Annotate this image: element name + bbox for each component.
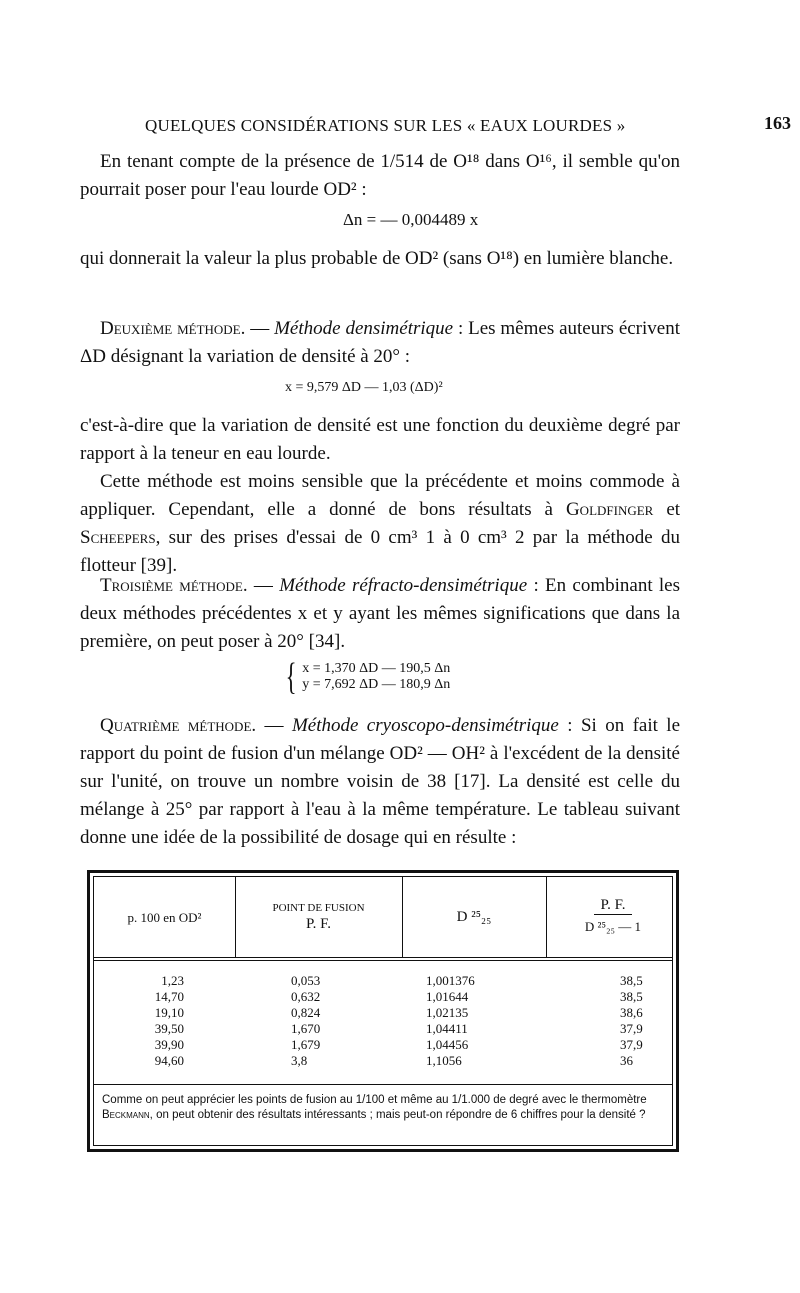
method-2-conclusion: c'est-à-dire que la variation de densité est une fonction du deuxième degré par rapport à la teneur en eau lourde. — [80, 415, 680, 464]
header-melting-point — [235, 902, 402, 933]
table-note-text: Comme on peut apprécier les points de fusion au 1/100 et même au 1/1.000 de degré avec le thermomètre — [102, 1094, 647, 1106]
formula-lines — [302, 661, 450, 693]
header-melting-point-label: POINT DE FUSION — [272, 902, 365, 914]
cell: 1,670 — [291, 1021, 321, 1036]
method-3-text: : En combinant les deux méthodes précédentes x et y ayant les mêmes significations que dans la première, on peut poser à 20° [34]. — [80, 575, 681, 652]
cell: 39,50 — [154, 1021, 184, 1036]
column-percent-od2 — [124, 973, 184, 1069]
table-inner — [93, 876, 673, 1146]
author-goldfinger: Goldfinger — [565, 499, 654, 520]
author-beckmann: Beckmann, — [102, 1109, 153, 1121]
cell: 1,02135 — [426, 1005, 469, 1020]
method-2-paragraph: Deuxième méthode. — Méthode densimétrique : Les mêmes auteurs écrivent ΔD désignant la variation de densité à 20° : — [80, 318, 681, 367]
method-4-title: Méthode cryoscopo-densimétrique — [291, 715, 559, 736]
cell: 39,90 — [154, 1037, 184, 1052]
data-table — [87, 870, 679, 1152]
method-2-eval-text: Cette méthode est moins sensible que la précédente et moins commode à appliquer. Cependant, elle a donné de bons résultats à — [80, 471, 680, 520]
method-3-paragraph: Troisième méthode. — Méthode réfracto-densimétrique : En combinant les deux méthodes précédentes x et y ayant les mêmes significations que dans la première, on peut poser à 20° [34]. — [80, 575, 681, 652]
formula-density: x = 9,579 ΔD — 1,03 (ΔD)² — [285, 380, 443, 395]
method-3-title: Méthode réfracto-densimétrique — [279, 575, 528, 596]
header-divider — [94, 957, 672, 958]
cell: 1,001376 — [426, 973, 475, 988]
method-2-heading: Deuxième méthode. — [100, 318, 246, 339]
method-3-heading: Troisième méthode. — [100, 575, 248, 596]
formula-system — [282, 658, 450, 696]
header-percent-od2: p. 100 en OD² — [127, 910, 202, 925]
cell: 19,10 — [154, 1005, 184, 1020]
cell: 3,8 — [291, 1053, 308, 1068]
intro-continuation: qui donnerait la valeur la plus probable de OD² (sans O¹⁸) en lumière blanche. — [80, 248, 674, 269]
cell: 38,6 — [620, 1005, 643, 1020]
method-4-text: : Si on fait le rapport du point de fusion d'un mélange OD² — OH² à l'excédent de la densité sur l'unité, on trouve un nombre voisin de 38 [17]. La densité est celle du mélange à 25° par rapport à l'eau à la même température. Le tableau suivant donne une idée de la possibilité de dosage qui en résulte : — [80, 715, 681, 848]
table-note — [102, 1093, 664, 1123]
formula-x: x = 1,370 ΔD — 190,5 Δn — [302, 661, 451, 676]
cell: 37,9 — [620, 1037, 643, 1052]
cell: 0,632 — [291, 989, 321, 1004]
cell: 37,9 — [620, 1021, 643, 1036]
method-2-eval-and: et — [666, 499, 681, 520]
column-melting-point — [291, 973, 351, 1069]
cell: 1,04456 — [426, 1037, 469, 1052]
header-ratio-numerator: P. F. — [594, 897, 631, 915]
method-4-paragraph: Quatrième méthode. — Méthode cryoscopo-densimétrique : Si on fait le rapport du point de fusion d'un mélange OD² — OH² à l'excédent de la densité sur l'unité, on trouve un nombre voisin de 38 [17]. La densité est celle du mélange à 25° par rapport à l'eau à la même température. Le tableau suivant donne une idée de la possibilité de dosage qui en résulte : — [80, 715, 681, 848]
running-title: QUELQUES CONSIDÉRATIONS SUR LES « EAUX LOURDES » — [145, 116, 626, 135]
brace-symbol: { — [285, 656, 297, 698]
header-divider — [94, 960, 672, 961]
page-number: 163 — [764, 113, 791, 133]
formula-delta-n: Δn = — 0,004489 x — [343, 210, 479, 229]
note-divider — [94, 1084, 672, 1085]
cell: 1,679 — [291, 1037, 321, 1052]
intro-paragraph: En tenant compte de la présence de 1/514 de O¹⁸ dans O¹⁶, il semble qu'on pourrait poser pour l'eau lourde OD² : — [80, 151, 680, 200]
author-scheepers: Scheepers, — [80, 527, 161, 548]
header-melting-point-abbrev: P. F. — [305, 916, 332, 932]
cell: 14,70 — [154, 989, 184, 1004]
header-ratio-denominator: D ²⁵₂₅ — 1 — [584, 919, 642, 934]
method-2-evaluation — [80, 468, 680, 580]
table-note-question: on peut obtenir des résultats intéressants ; mais peut-on répondre de 6 chiffres pour la densité ? — [156, 1109, 646, 1121]
header-ratio — [546, 897, 680, 935]
cell: 38,5 — [620, 973, 643, 988]
cell: 38,5 — [620, 989, 643, 1004]
cell: 0,053 — [291, 973, 321, 988]
cell: 1,23 — [161, 973, 184, 988]
column-ratio — [620, 973, 660, 1069]
cell: 36 — [620, 1053, 633, 1068]
column-density — [426, 973, 516, 1069]
cell: 1,1056 — [426, 1053, 462, 1068]
formula-y: y = 7,692 ΔD — 180,9 Δn — [302, 677, 451, 692]
cell: 1,01644 — [426, 989, 469, 1004]
cell: 0,824 — [291, 1005, 321, 1020]
cell: 94,60 — [154, 1053, 184, 1068]
method-4-heading: Quatrième méthode. — [100, 715, 257, 736]
cell: 1,04411 — [426, 1021, 468, 1036]
method-2-text: : Les mêmes auteurs écrivent ΔD désignant la variation de densité à 20° : — [80, 318, 681, 367]
method-2-eval-end: sur des prises d'essai de 0 cm³ 1 à 0 cm³ 2 par la méthode du flotteur [39]. — [80, 527, 681, 576]
method-2-title: Méthode densimétrique — [274, 318, 454, 339]
header-density: D ²⁵₂₅ — [456, 909, 492, 925]
